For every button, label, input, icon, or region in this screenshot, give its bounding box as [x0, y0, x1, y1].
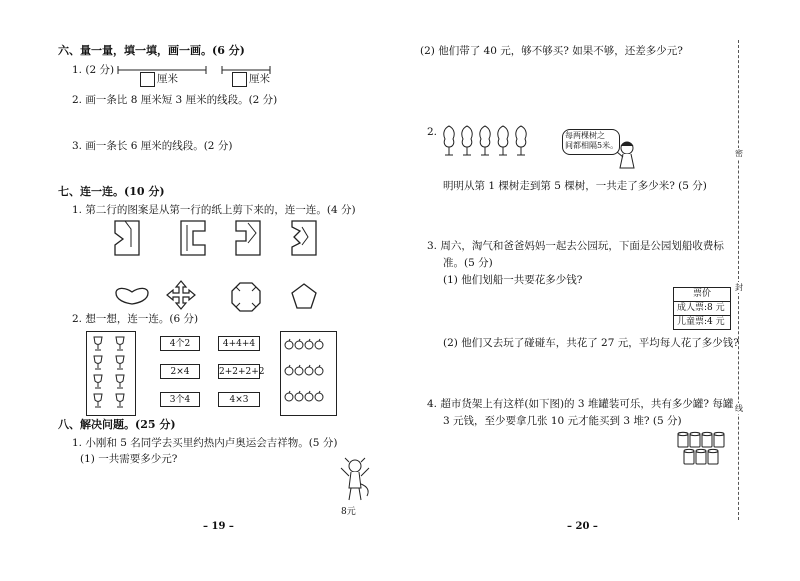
question-2-text: 明明从第 1 棵树走到第 5 棵树，一共走了多少米? (5 分)	[443, 180, 707, 192]
page-number-left: – 19 –	[203, 521, 234, 532]
question-8-1: 1. 小刚和 5 名同学去买里约热内卢奥运会吉祥物。(5 分)	[72, 437, 338, 449]
expression-box[interactable]: 4个2	[160, 336, 200, 351]
goblets-picture-frame	[86, 331, 136, 416]
section-6-title: 六、量一量，填一填，画一画。(6 分)	[58, 44, 245, 57]
unit-label-1: 厘米	[157, 73, 178, 85]
answer-box-1[interactable]	[140, 72, 155, 87]
question-3-2: (2) 他们又去玩了碰碰车，共花了 27 元，平均每人花了多少钱?	[443, 337, 739, 349]
expression-box[interactable]: 2+2+2+2	[218, 364, 260, 379]
section-8-title: 八、解决问题。(25 分)	[58, 418, 176, 431]
trees-row-figure	[441, 125, 533, 157]
expression-box[interactable]: 4+4+4	[218, 336, 260, 351]
binding-mark-2: 封	[735, 283, 743, 292]
binding-dashed-line	[738, 40, 740, 520]
ticket-price-table	[673, 287, 731, 330]
mascot-figure	[335, 456, 375, 506]
expression-box[interactable]: 2×4	[160, 364, 200, 379]
question-6-1: 1. (2 分)	[72, 64, 115, 76]
binding-mark-3: 线	[735, 404, 743, 413]
unit-label-2: 厘米	[249, 73, 270, 85]
speech-line-1: 每两棵树之	[565, 131, 605, 140]
price-table-child: 儿童票:4 元	[674, 315, 730, 329]
apples-picture-frame	[280, 331, 337, 416]
price-table-header: 票价	[692, 289, 711, 299]
question-2-number: 2.	[427, 126, 438, 138]
expression-box[interactable]: 3个4	[160, 392, 200, 407]
cola-cans-stack-figure	[678, 432, 728, 472]
question-6-3: 3. 画一条长 6 厘米的线段。(2 分)	[72, 140, 233, 152]
question-3-line-2: 准。(5 分)	[443, 257, 493, 269]
question-8-1-2: (2) 他们带了 40 元，够不够买? 如果不够，还差多少元?	[420, 45, 683, 57]
question-6-2: 2. 画一条比 8 厘米短 3 厘米的线段。(2 分)	[72, 94, 278, 106]
apples-icon-grid	[284, 340, 334, 410]
cut-paper-shape-4	[290, 219, 318, 257]
question-7-1: 1. 第二行的图案是从第一行的纸上剪下来的，连一连。(4 分)	[72, 204, 356, 216]
cut-paper-shape-3	[234, 219, 262, 257]
question-7-2: 2. 想一想，连一连。(6 分)	[72, 313, 199, 325]
binding-mark-1: 密	[735, 149, 743, 158]
question-3-line-1: 3. 周六，淘气和爸爸妈妈一起去公园玩，下面是公园划船收费标	[427, 240, 724, 252]
question-4-line-1: 4. 超市货架上有这样(如下图)的 3 堆罐装可乐，共有多少罐? 每罐	[427, 398, 734, 410]
question-8-1-1: (1) 一共需要多少元?	[80, 453, 178, 465]
goblets-icon-grid	[91, 336, 131, 412]
cut-paper-shape-2	[179, 219, 207, 257]
page-number-right: – 20 –	[567, 521, 598, 532]
section-7-title: 七、连一连。(10 分)	[58, 185, 165, 198]
speech-bubble	[562, 129, 620, 155]
answer-box-2[interactable]	[232, 72, 247, 87]
pentagon-cutout-shape	[290, 282, 318, 310]
arrows-cross-cutout-shape	[166, 280, 196, 310]
cut-paper-shape-1	[113, 219, 141, 257]
question-3-1: (1) 他们划船一共要花多少钱?	[443, 274, 583, 286]
mascot-price: 8元	[341, 507, 356, 517]
question-4-line-2: 3 元钱，至少要拿几张 10 元才能买到 3 堆? (5 分)	[443, 415, 682, 427]
price-table-adult: 成人票:8 元	[674, 301, 730, 315]
octagon-cutout-shape	[231, 282, 261, 312]
speech-line-2: 间都相隔5米。	[565, 141, 619, 150]
heart-cutout-shape	[113, 285, 151, 307]
girl-figure	[614, 140, 640, 170]
expression-box[interactable]: 4×3	[218, 392, 260, 407]
